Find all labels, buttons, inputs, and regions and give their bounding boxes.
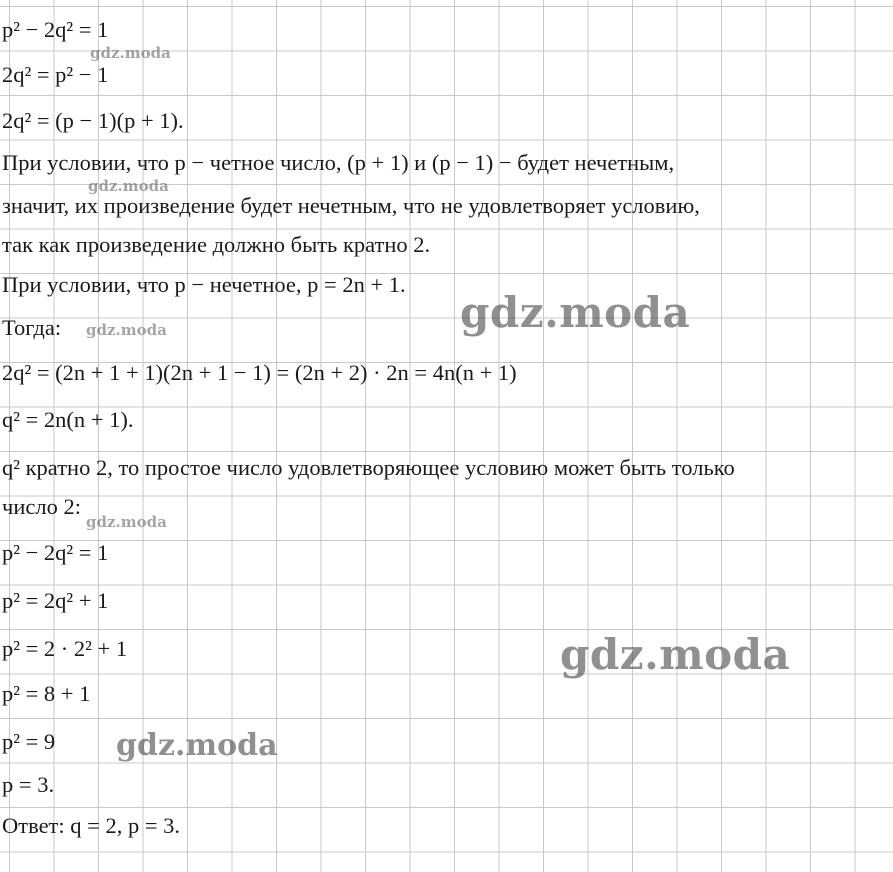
solution-line: p² = 2 · 2² + 1 bbox=[2, 636, 128, 661]
solution-line: 2q² = (2n + 1 + 1)(2n + 1 − 1) = (2n + 2) · 2n = 4n(n + 1) bbox=[2, 360, 517, 385]
watermark-medium: gdz.moda bbox=[116, 728, 278, 763]
solution-line: При условии, что p − нечетное, p = 2n + 1. bbox=[2, 272, 406, 297]
solution-line: p = 3. bbox=[2, 772, 55, 797]
solution-line: p² = 2q² + 1 bbox=[2, 588, 109, 613]
solution-line: Ответ: q = 2, p = 3. bbox=[2, 813, 181, 838]
watermark: gdz.moda bbox=[86, 321, 167, 339]
solution-line: При условии, что p − четное число, (p + 1) и (p − 1) − будет нечетным, bbox=[2, 150, 675, 175]
watermark-large: gdz.moda bbox=[460, 288, 691, 337]
solution-line: значит, их произведение будет нечетным, что не удовлетворяет условию, bbox=[2, 193, 700, 218]
solution-line: q² = 2n(n + 1). bbox=[2, 407, 134, 432]
watermark: gdz.moda bbox=[90, 44, 171, 62]
watermark: gdz.moda bbox=[86, 513, 167, 531]
solution-line: число 2: bbox=[2, 494, 81, 519]
solution-line: p² = 8 + 1 bbox=[2, 681, 91, 706]
watermark-large: gdz.moda bbox=[560, 630, 791, 679]
solution-line: p² − 2q² = 1 bbox=[2, 17, 109, 42]
solution-line: p² = 9 bbox=[2, 729, 56, 754]
solution-line: 2q² = (p − 1)(p + 1). bbox=[2, 108, 184, 133]
watermark: gdz.moda bbox=[88, 177, 169, 195]
solution-line: p² − 2q² = 1 bbox=[2, 540, 109, 565]
solution-line: 2q² = p² − 1 bbox=[2, 62, 109, 87]
solution-line: так как произведение должно быть кратно 2. bbox=[2, 232, 431, 257]
solution-line: q² кратно 2, то простое число удовлетворяющее условию может быть только bbox=[2, 455, 735, 480]
solution-line: Тогда: bbox=[2, 315, 62, 340]
